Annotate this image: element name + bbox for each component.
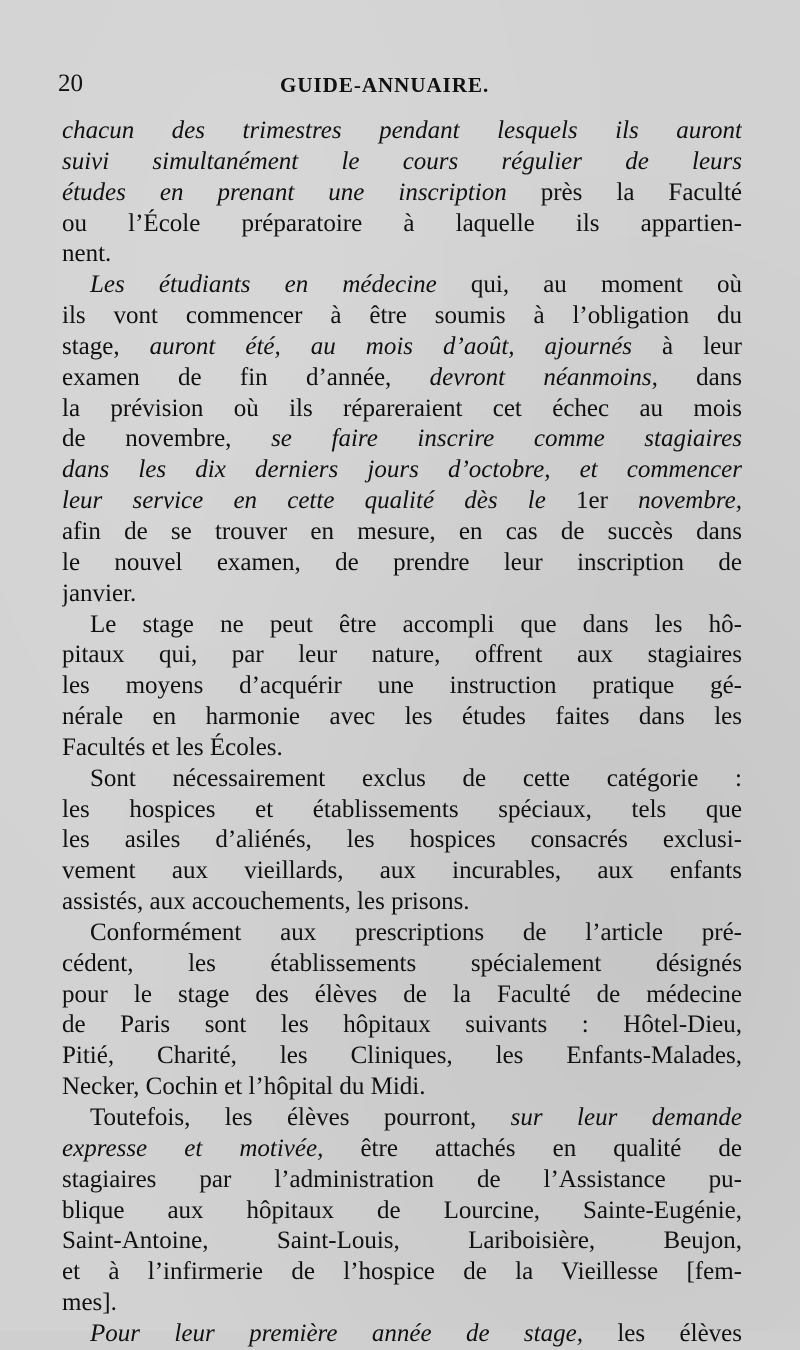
- italic-run: chacun des trimestres pendant lesquels ils auront: [62, 117, 742, 144]
- roman-run: Facultés et les Écoles.: [62, 733, 283, 761]
- roman-run: dans: [657, 363, 742, 391]
- italic-run: expresse et motivée,: [62, 1134, 324, 1162]
- text-line: [62, 795, 742, 826]
- text-line: [62, 1103, 742, 1134]
- roman-run: Conformément aux prescriptions de l’article pré-: [90, 918, 742, 946]
- italic-run: sur leur demande: [510, 1104, 742, 1131]
- text-line: [62, 239, 742, 270]
- text-line: [62, 455, 742, 486]
- italic-run: auront été, au mois d’août, ajournés: [149, 332, 633, 360]
- text-line: [62, 640, 742, 671]
- italic-run: se faire inscrire comme stagiaires: [271, 425, 742, 453]
- text-line: [62, 1226, 742, 1257]
- italic-run: devront néanmoins,: [429, 363, 658, 391]
- text-line: [62, 147, 742, 178]
- roman-run: Sont nécessairement exclus de cette catégorie :: [90, 764, 742, 792]
- roman-run: blique aux hôpitaux de Lourcine, Sainte-Eugénie,: [62, 1196, 742, 1224]
- roman-run: examen de fin d’année,: [62, 363, 430, 391]
- roman-run: la prévision où ils répareraient cet échec au mois: [62, 394, 742, 422]
- text-line: [62, 1257, 742, 1288]
- roman-run: stagiaires par l’administration de l’Assistance pu-: [62, 1165, 742, 1193]
- italic-run: études en prenant une inscription: [62, 178, 507, 206]
- roman-run: ou l’École préparatoire à laquelle ils appartien-: [62, 209, 742, 237]
- roman-run: Saint-Antoine, Saint-Louis, Lariboisière, Beujon,: [62, 1227, 742, 1255]
- text-line: [62, 579, 742, 610]
- text-line: [62, 1010, 742, 1041]
- italic-run: leur service en cette qualité dès le: [62, 487, 576, 515]
- roman-run: près la Faculté: [506, 178, 742, 206]
- roman-run: janvier.: [62, 579, 137, 607]
- roman-run: vement aux vieillards, aux incurables, aux enfants: [62, 857, 742, 885]
- text-line: [62, 209, 742, 240]
- text-line: [62, 332, 742, 363]
- roman-run: pour le stage des élèves de la Faculté de médecine: [62, 980, 742, 1008]
- text-line: [62, 363, 742, 394]
- roman-run: à leur: [632, 332, 742, 360]
- text-line: [62, 517, 742, 548]
- text-line: [62, 1072, 742, 1103]
- italic-run: suivi simultanément le cours régulier de leurs: [62, 147, 742, 175]
- text-line: [62, 610, 742, 641]
- text-line: [62, 1165, 742, 1196]
- roman-run: Toutefois, les élèves pourront,: [90, 1104, 511, 1131]
- roman-run: 1er: [575, 487, 608, 515]
- text-line: [62, 949, 742, 980]
- roman-run: et à l’infirmerie de l’hospice de la Vieillesse [fem-: [62, 1258, 742, 1286]
- roman-run: ils vont commencer à être soumis à l’obligation du: [62, 302, 742, 330]
- text-line: [62, 980, 742, 1011]
- text-line: [62, 887, 742, 918]
- text-line: [62, 301, 742, 332]
- page-number: 20: [58, 70, 83, 97]
- text-line: [62, 1288, 742, 1319]
- body-text: [62, 116, 742, 1350]
- text-line: [62, 116, 742, 147]
- text-line: [62, 1134, 742, 1165]
- roman-run: cédent, les établissements spécialement désignés: [62, 949, 742, 977]
- roman-run: les élèves: [582, 1319, 742, 1347]
- text-line: [62, 856, 742, 887]
- text-line: [62, 733, 742, 764]
- text-line: [62, 702, 742, 733]
- text-line: [62, 764, 742, 795]
- italic-run: Les étudiants en médecine: [90, 271, 437, 299]
- roman-run: nent.: [62, 240, 112, 268]
- roman-run: assistés, aux accouchements, les prisons.: [62, 888, 470, 916]
- text-line: [62, 1196, 742, 1227]
- roman-run: de Paris sont les hôpitaux suivants : Hôtel-Dieu,: [62, 1011, 742, 1039]
- roman-run: qui, au moment où: [436, 271, 742, 299]
- roman-run: Pitié, Charité, les Cliniques, les Enfants-Malades,: [62, 1042, 742, 1070]
- text-line: [62, 548, 742, 579]
- roman-run: pitaux qui, par leur nature, offrent aux stagiaires: [62, 641, 742, 669]
- text-line: [62, 918, 742, 949]
- roman-run: nérale en harmonie avec les études faites dans les: [62, 703, 742, 731]
- running-title: GUIDE-ANNUAIRE.: [280, 73, 490, 97]
- running-head: [58, 70, 748, 104]
- roman-run: afin de se trouver en mesure, en cas de succès dans: [62, 517, 742, 545]
- roman-run: les moyens d’acquérir une instruction pratique gé-: [62, 672, 742, 700]
- roman-run: les asiles d’aliénés, les hospices consacrés exclusi-: [62, 826, 742, 854]
- text-line: [62, 1041, 742, 1072]
- roman-run: le nouvel examen, de prendre leur inscription de: [62, 548, 742, 576]
- roman-run: de novembre,: [62, 425, 272, 453]
- roman-run: Necker, Cochin et l’hôpital du Midi.: [62, 1073, 426, 1101]
- italic-run: dans les dix derniers jours d’octobre, et commencer: [62, 456, 742, 484]
- italic-run: novembre,: [607, 487, 742, 515]
- italic-run: Pour leur première année de stage,: [90, 1319, 583, 1347]
- text-line: [62, 1319, 742, 1350]
- text-line: [62, 486, 742, 517]
- text-line: [62, 270, 742, 301]
- roman-run: stage,: [62, 332, 150, 360]
- roman-run: les hospices et établissements spéciaux, tels que: [62, 795, 742, 823]
- roman-run: Le stage ne peut être accompli que dans les hô-: [90, 610, 742, 638]
- roman-run: mes].: [62, 1289, 117, 1317]
- text-line: [62, 671, 742, 702]
- text-line: [62, 825, 742, 856]
- text-line: [62, 178, 742, 209]
- roman-run: être attachés en qualité de: [323, 1134, 742, 1162]
- text-line: [62, 394, 742, 425]
- text-line: [62, 424, 742, 455]
